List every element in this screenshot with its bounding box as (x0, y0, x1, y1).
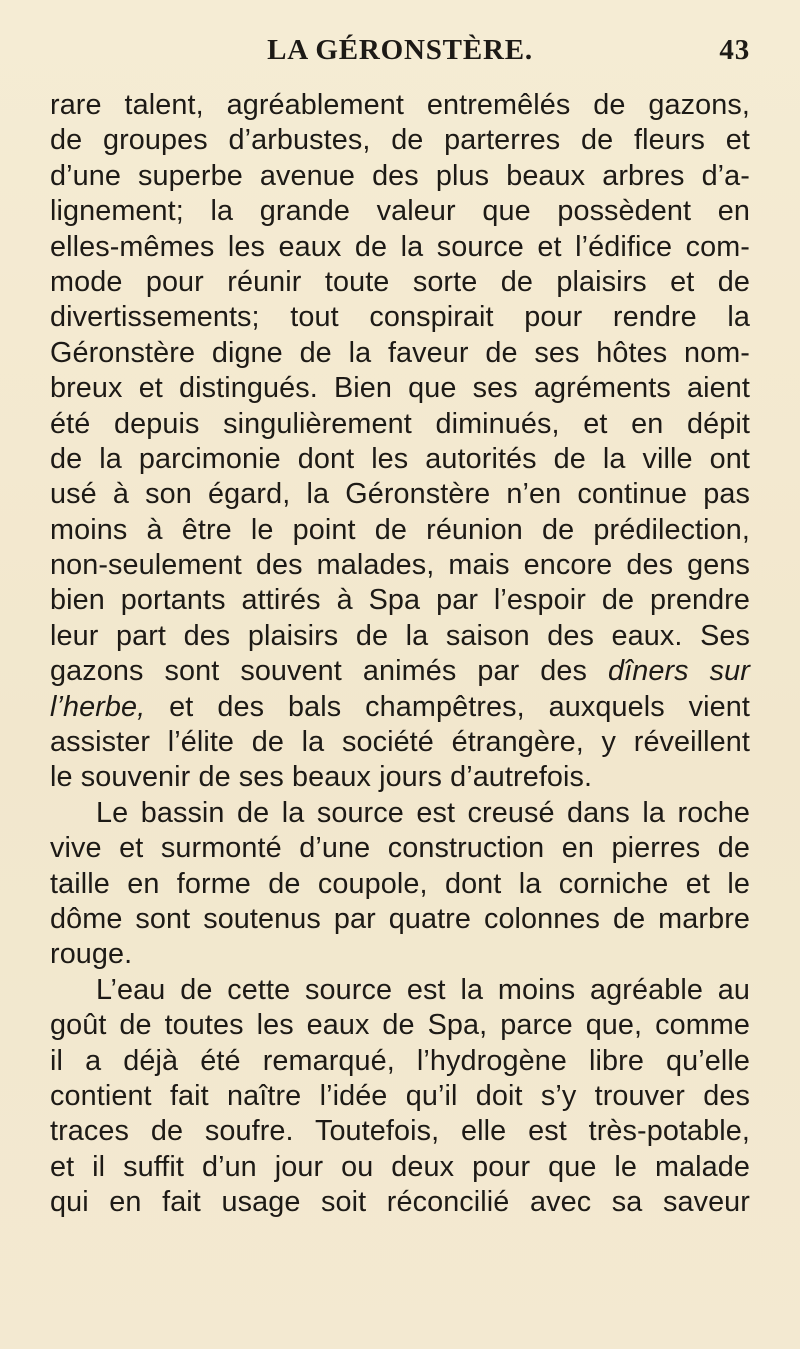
running-header (50, 28, 750, 72)
text-line: de groupes d’arbustes, de parterres de fleurs et (50, 124, 750, 157)
text-line: taille en forme de coupole, dont la corniche et le (50, 867, 750, 900)
text-line: contient fait naître l’idée qu’il doit s’y trouver des (50, 1079, 750, 1112)
paragraph-start-line: L’eau de cette source est la moins agréable au (96, 973, 750, 1006)
text-line: usé à son égard, la Géronstère n’en continue pas (50, 478, 750, 511)
text-line: moins à être le point de réunion de prédilection, (50, 513, 750, 546)
paragraph-end-line: le souvenir de ses beaux jours d’autrefois. (50, 761, 593, 794)
text-line: vive et surmonté d’une construction en pierres de (50, 832, 750, 865)
text-line: mode pour réunir toute sorte de plaisirs et de (50, 265, 750, 298)
text-line-with-italic (50, 690, 750, 725)
text-line: Géronstère digne de la faveur de ses hôtes nom- (50, 336, 750, 369)
text-line: bien portants attirés à Spa par l’espoir de prendre (50, 584, 750, 617)
text-line: dôme sont soutenus par quatre colonnes de marbre (50, 902, 750, 935)
text-line: non-seulement des malades, mais encore des gens (50, 549, 750, 582)
text-line: qui en fait usage soit réconcilié avec sa saveur (50, 1186, 750, 1219)
text-line: lignement; la grande valeur que possèdent en (50, 195, 750, 228)
text-line-with-italic (50, 654, 750, 689)
text-line: elles-mêmes les eaux de la source et l’édifice com- (50, 230, 750, 263)
page-number: 43 (719, 34, 750, 66)
paragraph-start-line: Le bassin de la source est creusé dans la roche (96, 796, 750, 829)
text-line: rare talent, agréablement entremêlés de gazons, (50, 89, 750, 121)
text-fragment: et des bals champêtres, auxquels vient (145, 690, 750, 723)
text-line: divertissements; tout conspirait pour rendre la (50, 301, 750, 334)
text-line: leur part des plaisirs de la saison des eaux. Ses (50, 619, 750, 652)
text-line: il a déjà été remarqué, l’hydrogène libre qu’elle (50, 1044, 750, 1077)
running-title: LA GÉRONSTÈRE. (267, 34, 533, 66)
text-line: été depuis singulièrement diminués, et en dépit (50, 407, 750, 440)
paragraph-end-line: rouge. (50, 938, 133, 971)
text-line: breux et distingués. Bien que ses agréments aient (50, 372, 750, 405)
body-text (50, 88, 750, 1221)
text-fragment: gazons sont souvent animés par des (50, 655, 609, 688)
text-line: et il suffit d’un jour ou deux pour que le malade (50, 1150, 750, 1183)
text-line: traces de soufre. Toutefois, elle est très-potable, (50, 1115, 750, 1148)
italic-text: dîners sur (608, 655, 750, 688)
text-line: de la parcimonie dont les autorités de la ville ont (50, 442, 750, 475)
italic-text: l’herbe, (50, 690, 146, 723)
text-line: assister l’élite de la société étrangère, y réveillent (50, 726, 750, 759)
text-line: goût de toutes les eaux de Spa, parce que, comme (50, 1009, 750, 1042)
text-line: d’une superbe avenue des plus beaux arbres d’a- (50, 159, 750, 192)
